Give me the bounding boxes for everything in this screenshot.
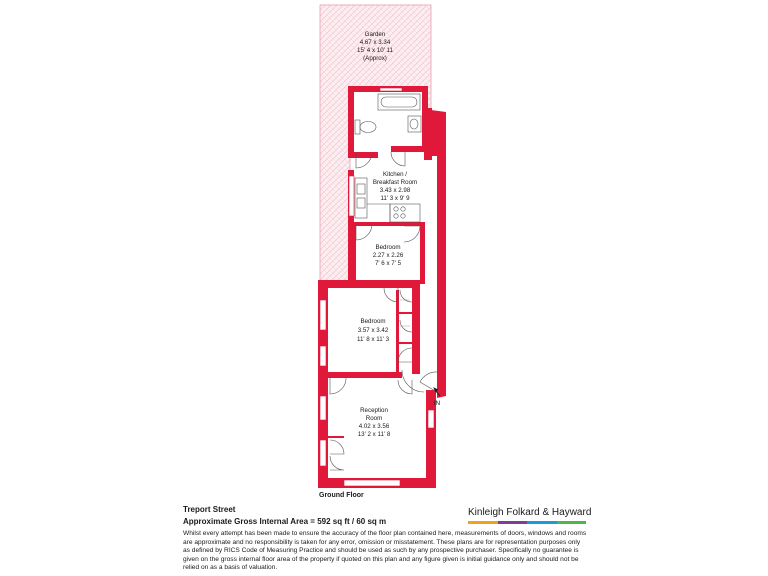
brand-bar-segment xyxy=(557,521,587,524)
svg-text:Kitchen /: Kitchen / xyxy=(382,171,408,178)
brand-color-bar xyxy=(468,521,586,524)
sink-icon xyxy=(355,178,367,218)
svg-text:Reception: Reception xyxy=(360,407,388,414)
svg-text:13' 2 x 11' 8: 13' 2 x 11' 8 xyxy=(357,431,391,438)
svg-text:15' 4 x 10' 11: 15' 4 x 10' 11 xyxy=(357,47,393,54)
hob-icon xyxy=(394,207,405,218)
svg-text:2.27 x 2.26: 2.27 x 2.26 xyxy=(372,252,404,259)
reception-label xyxy=(358,407,391,438)
bedroom-large-label xyxy=(357,318,390,343)
svg-text:Breakfast Room: Breakfast Room xyxy=(372,179,418,186)
entrance-label: IN xyxy=(433,400,441,407)
svg-text:11' 8 x 11' 3: 11' 8 x 11' 3 xyxy=(356,336,390,343)
bath-icon xyxy=(378,94,420,110)
brand-bar-segment xyxy=(468,521,498,524)
svg-text:Bedroom: Bedroom xyxy=(375,244,401,251)
disclaimer-text: Whilst every attempt has been made to ensure the accuracy of the floor plan contained here, measurements of doors, windows and rooms are approximate and no responsibility is taken for any error, omission or misstatement. These plans are for representation purposes only as defined by RICS Code of Measuring Practice and should be used as such by any prospective purchaser. Specifically no guarantee is given on the gross internal floor area of the property if quoted on this plan and any figure given is initial guidance only and should not be relied on as a basis of valuation. xyxy=(183,530,587,572)
floor-label: Ground Floor xyxy=(319,492,364,499)
svg-text:11' 3 x 9' 9: 11' 3 x 9' 9 xyxy=(380,195,410,202)
street-name: Treport Street xyxy=(183,505,236,514)
brand-bar-segment xyxy=(527,521,557,524)
svg-text:7' 6 x 7' 5: 7' 6 x 7' 5 xyxy=(374,260,402,267)
gross-internal-area: Approximate Gross Internal Area = 592 sq ft / 60 sq m xyxy=(183,517,387,526)
svg-text:4.67 x 3.34: 4.67 x 3.34 xyxy=(359,39,391,46)
svg-text:3.43 x 2.98: 3.43 x 2.98 xyxy=(379,187,411,194)
brand-logo: Kinleigh Folkard & Hayward xyxy=(468,507,592,518)
kitchen-label xyxy=(373,171,417,202)
toilet-icon xyxy=(355,120,376,134)
svg-text:Bedroom: Bedroom xyxy=(360,318,386,325)
svg-text:Room: Room xyxy=(365,415,383,422)
brand-bar-segment xyxy=(498,521,528,524)
svg-text:4.02 x 3.56: 4.02 x 3.56 xyxy=(358,423,390,430)
svg-text:3.57 x 3.42: 3.57 x 3.42 xyxy=(357,327,389,334)
basin-icon xyxy=(408,116,421,132)
svg-text:Garden: Garden xyxy=(364,31,386,38)
kitchen-counter xyxy=(367,204,420,222)
bedroom-small-label xyxy=(373,244,404,267)
svg-text:(Approx): (Approx) xyxy=(363,55,387,62)
